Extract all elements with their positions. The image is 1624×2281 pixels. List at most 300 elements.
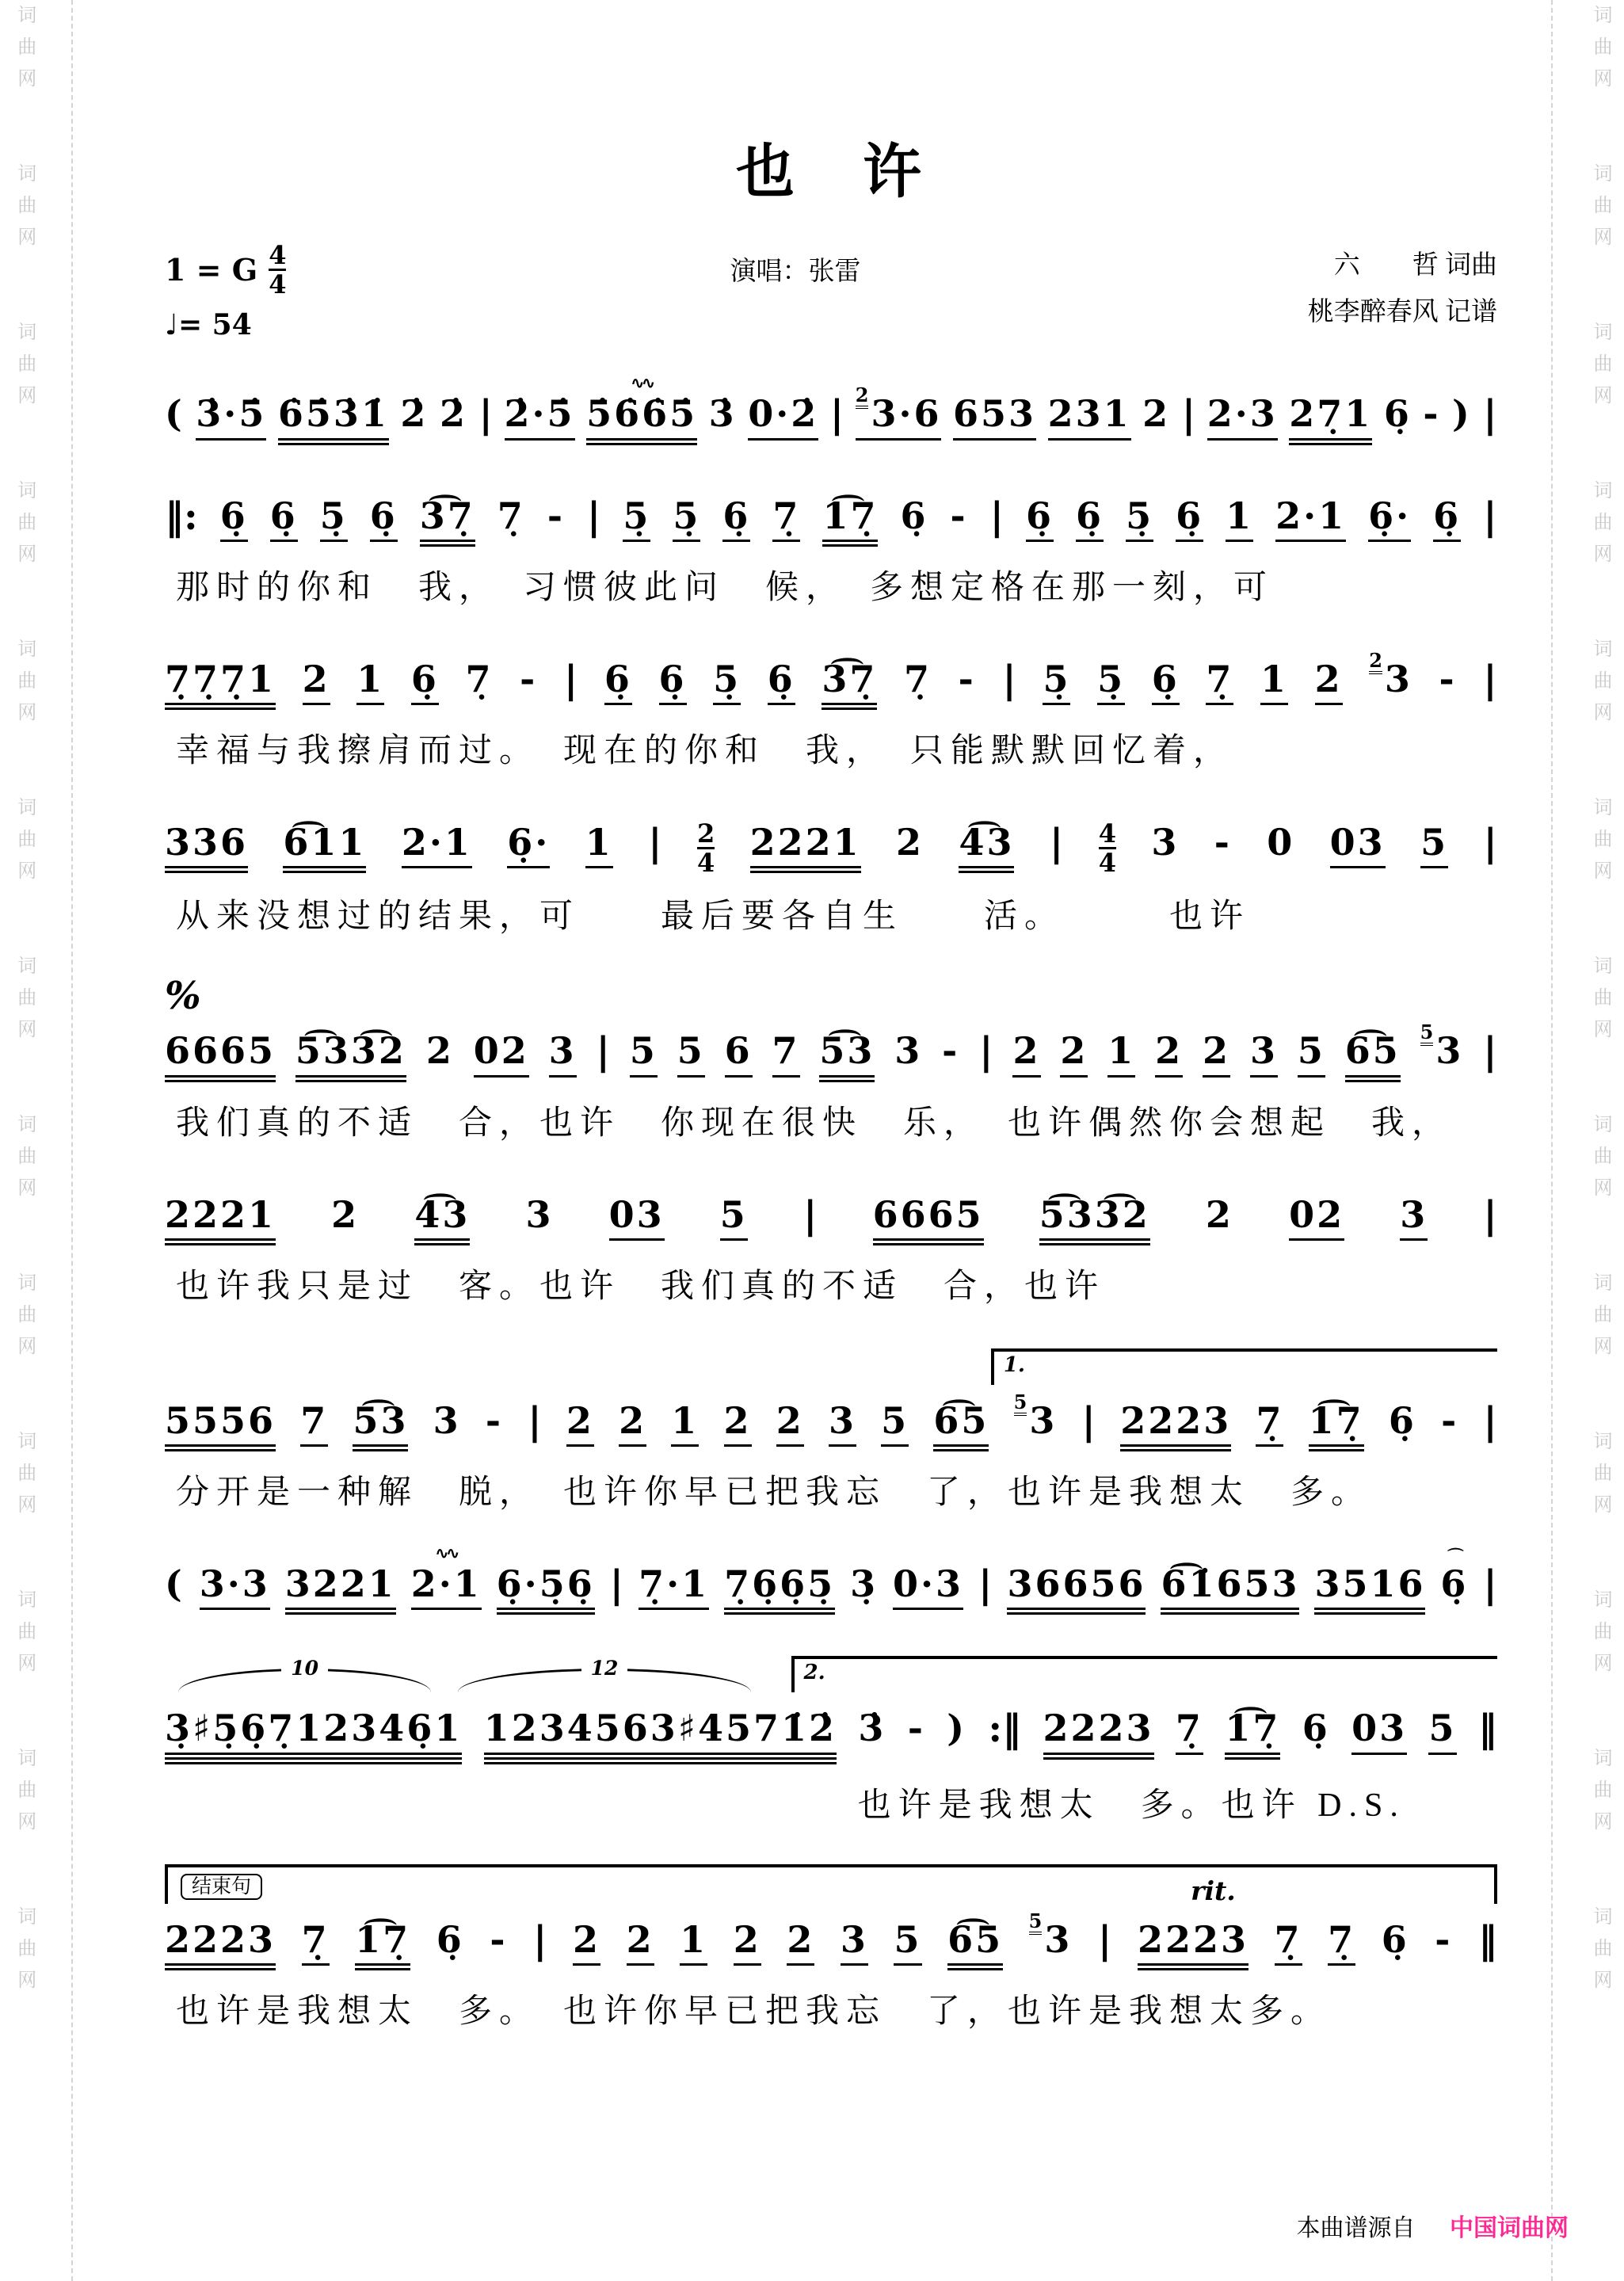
beam-line [355, 1963, 410, 1966]
beam-line [414, 1238, 470, 1241]
note-text: - [1214, 821, 1232, 864]
note-token [1289, 1193, 1344, 1241]
note-token [947, 1707, 966, 1749]
note-text: 6̣ [900, 494, 928, 537]
note-text: 2223 [1137, 1917, 1248, 1961]
note-glyphs [873, 1193, 984, 1236]
note-text: 6̣ [1433, 494, 1462, 537]
ornament-icon: ⌒ [1447, 1547, 1462, 1566]
beam-line [505, 438, 575, 441]
beam-line [933, 1449, 989, 1451]
note-token [466, 658, 494, 700]
note-token [356, 658, 384, 705]
beam-line [1314, 1612, 1425, 1615]
note-text: | [609, 1562, 624, 1608]
note-text: ( [165, 1562, 185, 1606]
beam-line [1256, 1444, 1283, 1447]
note-token [440, 392, 467, 435]
note-token [776, 1399, 804, 1447]
note-token [1302, 1707, 1330, 1749]
beam-line [1126, 540, 1153, 542]
note-token [713, 658, 741, 705]
beam-line [1428, 1753, 1456, 1755]
note-token [1328, 1918, 1355, 1966]
note-text: 6̣ [1302, 1707, 1330, 1750]
note-glyphs [484, 1707, 837, 1749]
note-text: 0·3 [893, 1562, 964, 1606]
volta-label: 2. [803, 1661, 825, 1685]
beam-line [474, 1075, 529, 1078]
note-text: 2 [425, 1029, 454, 1073]
note-token [1126, 494, 1153, 542]
lyrics-line: 也许是我想太 多。也许 D.S. [857, 1787, 1405, 1824]
note-text: 2 [1155, 1029, 1184, 1073]
volta-label: 1. [1003, 1352, 1025, 1377]
beam-line [724, 1444, 752, 1447]
note-glyphs [1026, 494, 1054, 537]
note-token [841, 1918, 868, 1966]
note-token [411, 658, 439, 705]
note-text: 6665 [165, 1029, 276, 1073]
note-text: 0 [1267, 821, 1295, 864]
beam-line [881, 1444, 909, 1447]
note-glyphs [988, 1707, 1021, 1752]
note-glyphs [1050, 821, 1063, 866]
note-glyphs [787, 1918, 814, 1961]
notation-row [165, 1017, 1497, 1081]
note-token [1369, 648, 1412, 700]
beam-line [748, 438, 818, 441]
note-text: 1͡7̣ [822, 494, 879, 537]
beam-line [1007, 1608, 1146, 1610]
beam-line [1289, 443, 1372, 445]
note-text: 6̣ [436, 1917, 464, 1961]
note-token [200, 1562, 270, 1610]
note-glyphs [165, 1707, 462, 1749]
beam-line [1225, 1753, 1280, 1755]
note-glyphs [585, 821, 613, 864]
beam-line [1289, 1238, 1344, 1241]
tuplet-mark [458, 1657, 751, 1692]
beam-line [165, 1449, 276, 1451]
note-text: | [802, 1192, 818, 1238]
note-glyphs [1441, 1399, 1458, 1442]
note-token [904, 658, 932, 700]
note-token [1435, 1918, 1452, 1961]
beam-line [285, 1612, 396, 1615]
note-token [165, 1562, 185, 1605]
note-glyphs [302, 1918, 330, 1961]
score-system [165, 1344, 1497, 1513]
note-token [165, 1029, 276, 1081]
note-glyphs [165, 821, 248, 864]
note-text: 5͡33͡2 [1039, 1192, 1150, 1236]
note-text: 4͡3 [414, 1192, 471, 1236]
beam-line [604, 703, 632, 705]
time-sig-numerator: 2 [696, 818, 715, 849]
note-glyphs [1345, 1029, 1401, 1072]
note-glyphs [1483, 821, 1496, 866]
beam-line [720, 1238, 748, 1241]
note-text: :‖ [988, 1707, 1022, 1752]
footer-brand-link[interactable]: 中国词曲网 [1450, 2215, 1569, 2241]
beam-line [1161, 1612, 1299, 1615]
beam-line [1012, 1075, 1040, 1078]
system-marks [165, 1344, 1497, 1387]
note-token [772, 1029, 800, 1077]
note-glyphs [1013, 1390, 1058, 1442]
note-token [1441, 1399, 1458, 1442]
note-token [659, 658, 687, 705]
beam-line [873, 1243, 984, 1245]
note-glyphs [505, 392, 575, 435]
barline [564, 658, 578, 703]
note-glyphs [610, 1562, 623, 1608]
note-token [724, 1562, 835, 1615]
barline [830, 392, 844, 437]
note-token [1048, 392, 1131, 440]
ornament-icon: ∿∿ [435, 1543, 457, 1563]
beam-line [295, 1080, 406, 1082]
note-token [1275, 1918, 1302, 1966]
note-text: 27̣1 [1289, 392, 1373, 436]
beam-line [1314, 1608, 1425, 1610]
beam-line [1345, 1075, 1401, 1078]
beam-line [165, 1080, 276, 1082]
beam-line [1138, 1968, 1248, 1970]
barline [1478, 1707, 1497, 1752]
note-text: 6̣ [1176, 494, 1204, 537]
note-glyphs [900, 494, 928, 537]
beam-line [1309, 1444, 1364, 1447]
note-glyphs [829, 1399, 856, 1442]
note-text: 3 [1400, 1192, 1428, 1236]
note-text: | [1483, 392, 1497, 437]
note-glyphs [1043, 658, 1070, 700]
barline [1483, 1029, 1496, 1074]
note-text: 3 [894, 1029, 923, 1073]
note-token [302, 1918, 330, 1966]
note-glyphs [1002, 658, 1016, 703]
note-glyphs [953, 392, 1036, 435]
beam-line [355, 1968, 410, 1970]
beam-line [165, 1963, 276, 1966]
note-text: 2 [573, 1917, 601, 1961]
note-glyphs [858, 1707, 886, 1749]
note-text: 6̇5̇3̇1̇ [277, 392, 389, 436]
note-glyphs [1382, 1918, 1409, 1961]
note-glyphs [1439, 658, 1457, 700]
note-text: | [478, 392, 493, 437]
beam-line [1039, 1238, 1150, 1241]
note-token [772, 494, 800, 542]
note-glyphs [724, 1562, 835, 1605]
note-token [829, 1399, 856, 1447]
note-token [894, 1918, 921, 1966]
note-text: 5̣ [1097, 657, 1126, 700]
note-glyphs [1289, 1193, 1344, 1236]
note-text: 1͡7̣ [1225, 1707, 1281, 1750]
note-text: | [829, 392, 844, 437]
beam-line [1345, 1080, 1401, 1082]
beam-line [1060, 1075, 1088, 1078]
note-glyphs [630, 1029, 658, 1072]
barline [1483, 1193, 1496, 1238]
note-text: 7 [772, 1029, 800, 1073]
beam-line [1250, 1075, 1278, 1078]
time-sig-denominator: 4 [696, 847, 715, 878]
note-token [720, 1193, 748, 1241]
note-glyphs [278, 392, 389, 435]
note-text: 7̣·1 [639, 1562, 710, 1606]
beam-line [411, 1608, 482, 1610]
note-glyphs [295, 1029, 406, 1072]
note-token [353, 1399, 408, 1451]
note-text: - [1435, 1917, 1453, 1961]
note-glyphs [474, 1029, 529, 1072]
note-token [1267, 821, 1294, 864]
note-text: 2223 [1120, 1398, 1232, 1442]
note-text: 7̣ [904, 657, 932, 700]
note-token [1351, 1707, 1407, 1754]
note-token [1260, 658, 1288, 705]
beam-line [1120, 1444, 1231, 1447]
note-token [400, 392, 428, 435]
note-text: 1 [1226, 494, 1254, 537]
note-text: 6͡11 [283, 821, 367, 864]
note-token [410, 1543, 482, 1610]
note-glyphs [1151, 821, 1179, 864]
note-token [893, 1562, 963, 1610]
note-text: ( [165, 392, 185, 436]
composer-credit: 六 哲 词曲 [1333, 251, 1497, 280]
note-text: 2 [626, 1917, 654, 1961]
beam-line [819, 1075, 875, 1078]
note-glyphs [1182, 392, 1195, 437]
beam-line [165, 708, 276, 710]
note-text: | [1483, 1398, 1497, 1444]
note-glyphs [165, 392, 185, 435]
beam-line [353, 1449, 408, 1451]
note-text: 2 [1012, 1029, 1041, 1073]
note-glyphs [1048, 392, 1131, 435]
note-text: 2221 [749, 821, 861, 864]
note-text: | [978, 1562, 993, 1608]
beam-line [1226, 540, 1253, 542]
note-token [881, 1399, 909, 1447]
barline [587, 494, 600, 540]
note-text: 5̣ [319, 494, 348, 537]
note-text: 5 [1297, 1029, 1325, 1073]
note-token [303, 658, 330, 705]
beam-line [893, 1608, 963, 1610]
note-glyphs [1330, 821, 1386, 864]
note-glyphs [623, 494, 650, 537]
note-glyphs [1039, 1193, 1150, 1236]
note-token [855, 383, 942, 440]
barline [979, 1029, 993, 1074]
note-token [896, 821, 924, 864]
note-glyphs [283, 821, 366, 864]
notation-row [165, 482, 1497, 547]
note-glyphs [1389, 1399, 1416, 1442]
beam-line [356, 703, 384, 705]
note-token [1225, 1707, 1280, 1759]
time-sig-denominator: 4 [269, 269, 287, 299]
note-token [734, 1918, 761, 1966]
note-token [1433, 494, 1461, 542]
notation-row [165, 1543, 1497, 1615]
note-text: 1͡7̣ [355, 1917, 411, 1961]
note-text: | [1483, 1029, 1497, 1074]
note-token [1420, 821, 1448, 868]
notation-row [165, 645, 1497, 710]
note-token [220, 494, 248, 542]
note-glyphs [549, 1029, 577, 1072]
beam-line [841, 1963, 868, 1966]
note-glyphs [1007, 1562, 1146, 1605]
note-token [420, 494, 475, 547]
note-glyphs [978, 1562, 992, 1608]
note-text: 5͡3 [353, 1398, 409, 1442]
beam-line [165, 1075, 276, 1078]
note-glyphs [1043, 1707, 1154, 1749]
note-text: 1 [680, 1917, 708, 1961]
ornament-icon: ∿∿ [631, 373, 653, 393]
note-text: 2·1 [401, 821, 472, 864]
note-glyphs [1152, 658, 1180, 700]
barline [1082, 1399, 1096, 1444]
note-glyphs [725, 1029, 753, 1072]
note-token [1382, 1918, 1409, 1961]
note-token [950, 494, 967, 537]
note-token [585, 821, 613, 868]
note-glyphs [619, 1399, 646, 1442]
beam-line [1043, 703, 1070, 705]
beam-line [750, 866, 861, 868]
score-body [165, 373, 1497, 2032]
note-glyphs [1138, 1918, 1248, 1961]
beam-line [566, 1444, 594, 1447]
note-glyphs [1440, 1562, 1468, 1605]
note-token [619, 1399, 646, 1447]
beam-line [1275, 540, 1346, 542]
beam-line [165, 866, 248, 868]
note-glyphs [1142, 392, 1170, 435]
note-glyphs [680, 1918, 707, 1961]
note-glyphs [830, 392, 844, 437]
note-text: | [1002, 657, 1016, 702]
lyrics-line: 从来没想过的结果，可 最后要各自生 活。 也许 [176, 898, 1251, 936]
note-text: 2223 [1043, 1707, 1154, 1750]
beam-line [724, 1608, 835, 1610]
note-text: 6 [724, 1029, 753, 1073]
note-token [1256, 1399, 1283, 1447]
note-text: 5͡3 [819, 1029, 875, 1073]
note-glyphs [750, 821, 861, 864]
score-sheet [165, 125, 1497, 2069]
note-glyphs [1452, 392, 1472, 435]
score-system [165, 1181, 1497, 1307]
singer-credit: 演唱：张雷 [730, 257, 861, 286]
note-text: - [958, 657, 976, 700]
beam-line [285, 1608, 396, 1610]
note-text: 1 [1260, 657, 1288, 700]
endbracket-mark [165, 1864, 1497, 1904]
beam-line [420, 540, 475, 542]
beam-line [627, 1963, 654, 1966]
beam-line [1315, 703, 1343, 705]
note-token [1176, 494, 1203, 542]
note-text: 2̇ [439, 392, 467, 436]
note-text: 2 [1314, 657, 1343, 700]
note-glyphs [586, 392, 697, 435]
note-text: | [563, 657, 578, 702]
beam-line [1351, 1753, 1407, 1755]
note-token [355, 1918, 410, 1970]
beam-line [787, 1963, 814, 1966]
note-glyphs [1423, 392, 1440, 435]
note-token [165, 1918, 276, 1970]
score-system [165, 373, 1497, 444]
note-glyphs [564, 658, 578, 703]
note-glyphs [1368, 494, 1411, 537]
note-text: 7̣ [497, 494, 525, 537]
note-token [547, 494, 565, 537]
note-token [819, 1029, 875, 1081]
note-token [497, 1562, 595, 1615]
beam-line [856, 438, 942, 441]
note-text: 6̣ [604, 657, 632, 700]
note-glyphs [165, 1193, 276, 1236]
note-text: 5̣ [713, 657, 741, 700]
note-token [196, 392, 266, 440]
beam-line [278, 443, 389, 445]
note-text: 1͡7̣ [1308, 1398, 1364, 1442]
note-text: - [547, 494, 565, 537]
note-token [1314, 1562, 1425, 1615]
note-text: 3 [525, 1192, 554, 1236]
note-text: | [596, 1029, 610, 1074]
note-glyphs [722, 494, 750, 537]
note-glyphs [528, 1399, 541, 1444]
note-text: 6̣·5̣6̣ [496, 1562, 595, 1606]
note-token [787, 1918, 814, 1966]
note-glyphs [303, 658, 330, 700]
key-label: 1 = G [165, 252, 258, 288]
note-glyphs [776, 1399, 804, 1442]
note-glyphs [285, 1562, 396, 1605]
note-text: 7̣ [1175, 1707, 1203, 1750]
note-glyphs [942, 1029, 959, 1072]
note-glyphs [1120, 1399, 1231, 1442]
note-text: 7̣ [1256, 1398, 1284, 1442]
note-glyphs [1483, 494, 1496, 540]
note-token [604, 658, 632, 705]
note-glyphs [220, 494, 248, 537]
barline [1478, 1918, 1497, 1963]
note-token [1151, 821, 1179, 864]
note-glyphs [547, 494, 565, 537]
note-text: 6̣· [1368, 494, 1412, 537]
grace-note: 5 [1420, 1023, 1434, 1046]
note-text: 5 [1428, 1707, 1457, 1750]
note-token [1203, 1029, 1230, 1077]
beam-line [680, 1963, 707, 1966]
note-token [278, 392, 389, 444]
note-text: | [532, 1917, 547, 1962]
lyrics-line: 那时的你和 我， 习惯彼此问 候， 多想定格在那一刻，可 [176, 569, 1275, 606]
